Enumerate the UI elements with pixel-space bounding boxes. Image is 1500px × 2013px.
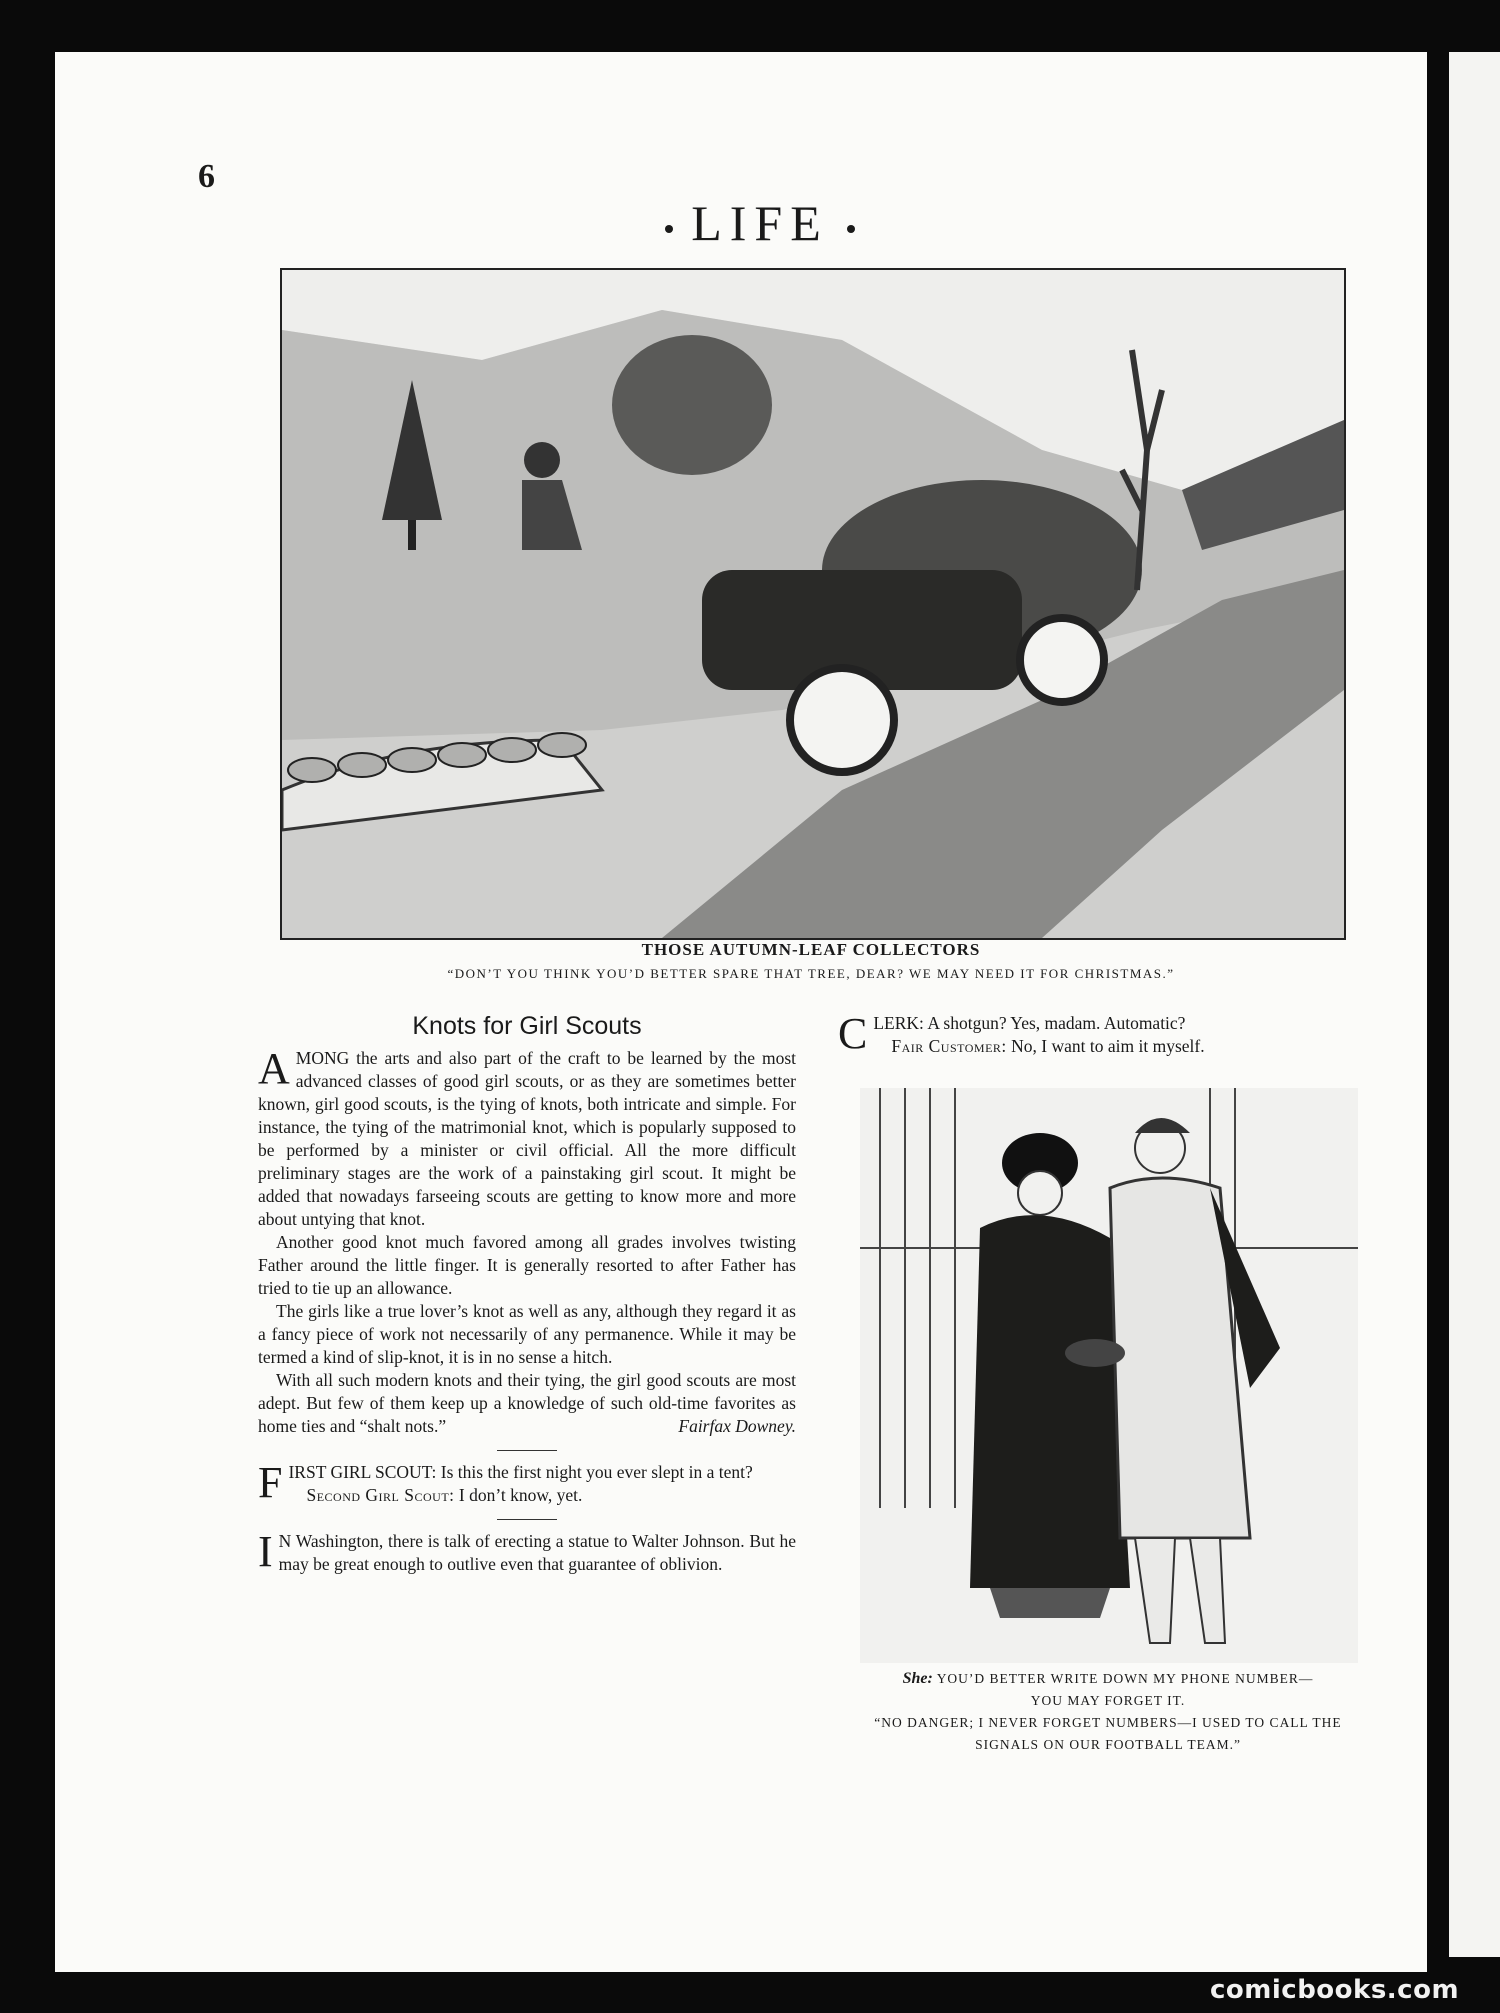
caption-line: “NO DANGER; I NEVER FORGET NUMBERS—I USED TO CALL THE — [874, 1715, 1342, 1730]
joke-line: Is this the first night you ever slept in a tent? — [440, 1462, 753, 1482]
joke-line: I don’t know, yet. — [458, 1485, 583, 1505]
left-column — [258, 1012, 796, 1576]
next-page-edge — [1449, 52, 1500, 1957]
speaker-label: Fair Customer: — [891, 1036, 1007, 1056]
masthead — [560, 195, 960, 251]
drop-cap: A — [258, 1044, 290, 1093]
caption-line: SIGNALS ON OUR FOOTBALL TEAM.” — [975, 1737, 1241, 1752]
masthead-dot-right — [847, 225, 855, 233]
couple-cartoon-caption — [838, 1668, 1378, 1756]
cartoon-caption-quote: “DON’T YOU THINK YOU’D BETTER SPARE THAT TREE, DEAR? WE MAY NEED IT FOR CHRISTMAS.” — [447, 966, 1175, 981]
page-number: 6 — [198, 158, 215, 195]
autumn-leaf-cartoon — [280, 268, 1346, 940]
cartoon-caption-title: THOSE AUTUMN-LEAF COLLECTORS — [641, 940, 981, 959]
scout-joke — [258, 1458, 796, 1507]
caption-line: YOU’D BETTER WRITE DOWN MY PHONE NUMBER— — [936, 1671, 1314, 1686]
article-author: Fairfax Downey. — [678, 1416, 796, 1436]
speaker-label: Second Girl Scout: — [306, 1485, 455, 1505]
right-column — [838, 1009, 1318, 1058]
drop-cap: C — [838, 1009, 868, 1058]
site-watermark: comicbooks.com — [1210, 1975, 1460, 2005]
divider-rule — [497, 1450, 557, 1451]
washington-joke — [258, 1527, 796, 1576]
joke-line: No, I want to aim it myself. — [1011, 1036, 1205, 1056]
knots-article-body — [258, 1044, 796, 1438]
drop-cap: F — [258, 1458, 283, 1507]
she-label: She: — [902, 1670, 933, 1687]
speaker-label: LERK: — [873, 1013, 924, 1033]
article-paragraph: The girls like a true lover’s knot as well as any, although they regard it as a fancy piece of work not necessarily of any permanence. While it may be termed a kind of slip-knot, it is in no sense a hitch. — [258, 1301, 796, 1367]
divider-rule — [497, 1519, 557, 1520]
article-paragraph: AMONG the arts and also part of the craft to be learned by the most advanced classes of good girl scouts, or as they are sometimes better known, girl good scouts, is the tying of knots, both intricate and simple. For instance, the tying of the matrimonial knot, which is popularly supposed to be performed by a minister or civil official. All the more difficult preliminary stages are the work of a painstaking girl scout. It might be added that nowadays farseeing scouts are getting to know more and more about untying that knot. — [258, 1044, 796, 1229]
article-paragraph: Another good knot much favored among all grades involves twisting Father around the little finger. It is generally resorted to after Father has tried to tie up an allowance. — [258, 1232, 796, 1298]
joke-line: A shotgun? Yes, madam. Automatic? — [927, 1013, 1186, 1033]
speaker-label: IRST GIRL SCOUT: — [288, 1462, 437, 1482]
caption-line: YOU MAY FORGET IT. — [1030, 1693, 1186, 1708]
article-title: Knots for Girl Scouts — [412, 1012, 642, 1040]
masthead-title: LIFE — [691, 195, 829, 251]
masthead-dot-left — [665, 225, 673, 233]
article-paragraph: With all such modern knots and their tying, the girl good scouts are most adept. But few of them keep up a knowledge of such old-time favorites as home ties and “shalt nots.” Fairfax Downey. — [258, 1370, 796, 1436]
couple-cartoon — [860, 1088, 1358, 1663]
drop-cap: I — [258, 1527, 273, 1576]
joke-text: N Washington, there is talk of erecting a statue to Walter Johnson. But he may be great enough to outlive even that guarantee of oblivion. — [278, 1531, 796, 1574]
clerk-joke — [838, 1009, 1318, 1058]
